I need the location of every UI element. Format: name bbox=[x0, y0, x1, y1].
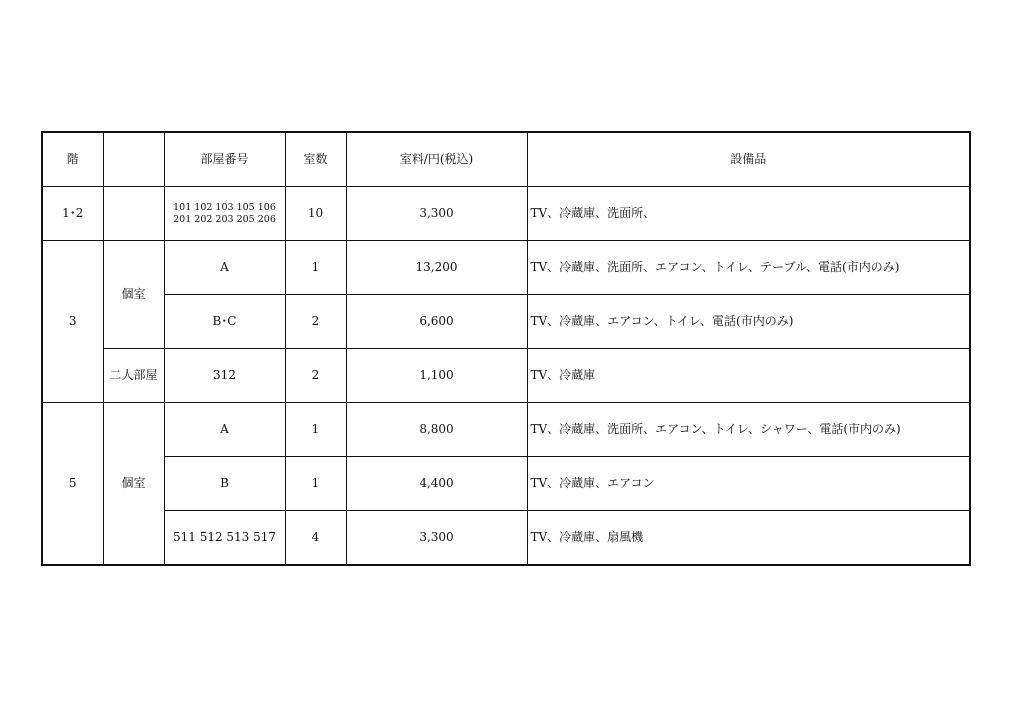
table-row bbox=[42, 295, 970, 349]
table-row bbox=[42, 403, 970, 457]
room-type-cell: 個室 bbox=[103, 403, 164, 566]
table-header-row bbox=[42, 132, 970, 187]
header-room-type bbox=[103, 132, 164, 187]
room-rate-sheet bbox=[41, 131, 969, 566]
room-price-cell: 1,100 bbox=[346, 349, 527, 403]
equipment-cell: TV、冷蔵庫、エアコン bbox=[527, 457, 970, 511]
room-price-cell: 3,300 bbox=[346, 187, 527, 241]
table-row bbox=[42, 457, 970, 511]
room-count-cell: 2 bbox=[285, 295, 346, 349]
header-room-price: 室料/円(税込) bbox=[346, 132, 527, 187]
equipment-cell: TV、冷蔵庫、エアコン、トイレ、電話(市内のみ) bbox=[527, 295, 970, 349]
table-row bbox=[42, 241, 970, 295]
room-price-cell: 4,400 bbox=[346, 457, 527, 511]
room-count-cell: 4 bbox=[285, 511, 346, 566]
room-number-cell: 312 bbox=[164, 349, 285, 403]
header-room-number: 部屋番号 bbox=[164, 132, 285, 187]
room-price-cell: 8,800 bbox=[346, 403, 527, 457]
room-type-cell-empty bbox=[103, 187, 164, 241]
room-number-cell: 511 512 513 517 bbox=[164, 511, 285, 566]
room-number-cell bbox=[164, 187, 285, 241]
room-count-cell: 10 bbox=[285, 187, 346, 241]
floor-cell: 5 bbox=[42, 403, 103, 566]
equipment-cell: TV、冷蔵庫、洗面所、エアコン、トイレ、シャワー、電話(市内のみ) bbox=[527, 403, 970, 457]
room-price-cell: 6,600 bbox=[346, 295, 527, 349]
equipment-cell: TV、冷蔵庫、洗面所、 bbox=[527, 187, 970, 241]
room-type-cell: 二人部屋 bbox=[103, 349, 164, 403]
room-count-cell: 1 bbox=[285, 241, 346, 295]
table-row bbox=[42, 511, 970, 566]
room-count-cell: 2 bbox=[285, 349, 346, 403]
equipment-cell: TV、冷蔵庫 bbox=[527, 349, 970, 403]
table-row bbox=[42, 349, 970, 403]
equipment-cell: TV、冷蔵庫、洗面所、エアコン、トイレ、テーブル、電話(市内のみ) bbox=[527, 241, 970, 295]
room-number-cell: A bbox=[164, 403, 285, 457]
table-row bbox=[42, 187, 970, 241]
room-number-line: 101 102 103 105 106 bbox=[173, 202, 276, 214]
floor-cell: 3 bbox=[42, 241, 103, 403]
room-number-cell: B bbox=[164, 457, 285, 511]
room-number-cell: A bbox=[164, 241, 285, 295]
floor-cell: 1･2 bbox=[42, 187, 103, 241]
header-equipment: 設備品 bbox=[527, 132, 970, 187]
room-price-cell: 3,300 bbox=[346, 511, 527, 566]
equipment-cell: TV、冷蔵庫、扇風機 bbox=[527, 511, 970, 566]
header-floor: 階 bbox=[42, 132, 103, 187]
room-number-cell: B･C bbox=[164, 295, 285, 349]
room-type-cell: 個室 bbox=[103, 241, 164, 349]
header-room-count: 室数 bbox=[285, 132, 346, 187]
room-count-cell: 1 bbox=[285, 403, 346, 457]
room-number-line: 201 202 203 205 206 bbox=[173, 213, 276, 225]
room-rate-table bbox=[41, 131, 971, 566]
room-price-cell: 13,200 bbox=[346, 241, 527, 295]
room-count-cell: 1 bbox=[285, 457, 346, 511]
